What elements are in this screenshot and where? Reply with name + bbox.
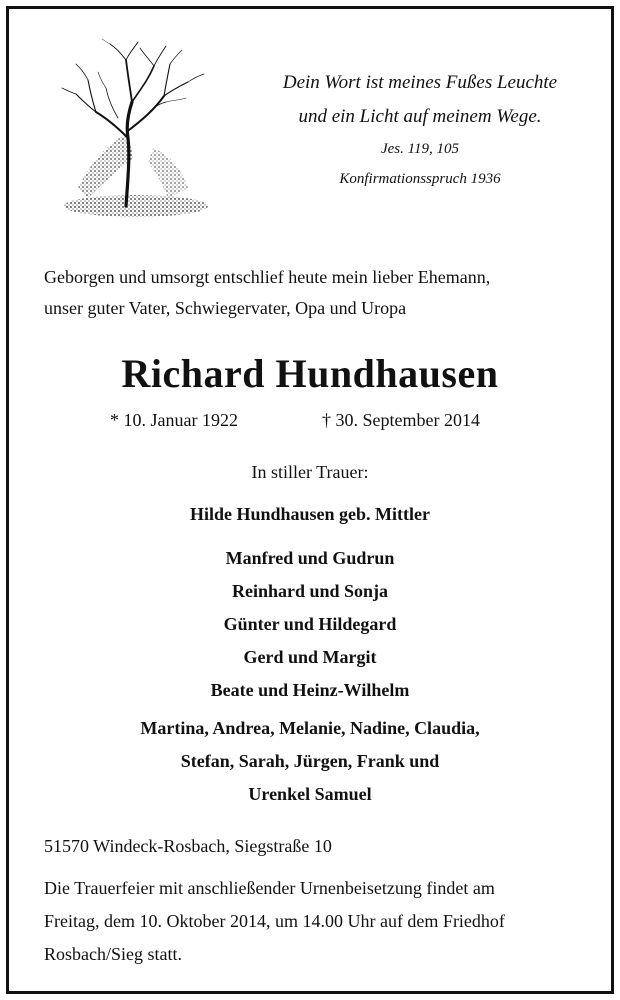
quote-note: Konfirmationsspruch 1936 bbox=[339, 171, 501, 187]
list-item: Manfred und Gudrun bbox=[225, 548, 395, 568]
list-item: Urenkel Samuel bbox=[248, 784, 372, 804]
tree-illustration-icon bbox=[58, 38, 208, 223]
quote-line-1: Dein Wort ist meines Fußes Leuchte bbox=[282, 72, 558, 93]
mourning-heading: In stiller Trauer: bbox=[251, 462, 369, 482]
intro-line-1: Geborgen und umsorgt entschlief heute mein lieber Ehemann, bbox=[44, 267, 491, 287]
list-item: Beate und Heinz-Wilhelm bbox=[210, 680, 410, 700]
mourner-children bbox=[0, 542, 620, 707]
list-item: Reinhard und Sonja bbox=[231, 581, 389, 601]
address: 51570 Windeck-Rosbach, Siegstraße 10 bbox=[44, 836, 332, 856]
list-item: Stefan, Sarah, Jürgen, Frank und bbox=[180, 751, 440, 771]
funeral-line-2: Freitag, dem 10. Oktober 2014, um 14.00 Uhr auf dem Friedhof bbox=[44, 911, 505, 931]
mourner-wife: Hilde Hundhausen geb. Mittler bbox=[189, 504, 431, 524]
quote-line-2: und ein Licht auf meinem Wege. bbox=[298, 106, 542, 127]
intro-text bbox=[44, 262, 584, 324]
bible-quote bbox=[260, 66, 580, 194]
list-item: Gerd und Margit bbox=[243, 647, 377, 667]
birth-date: * 10. Januar 1922 bbox=[110, 410, 238, 430]
mourner-grandchildren bbox=[0, 712, 620, 811]
list-item: Martina, Andrea, Melanie, Nadine, Claudia, bbox=[140, 718, 480, 738]
quote-reference: Jes. 119, 105 bbox=[380, 141, 460, 157]
death-date: † 30. September 2014 bbox=[322, 410, 480, 430]
funeral-notice bbox=[44, 872, 578, 971]
list-item: Günter und Hildegard bbox=[223, 614, 397, 634]
intro-line-2: unser guter Vater, Schwiegervater, Opa und Uropa bbox=[44, 298, 407, 318]
funeral-line-1: Die Trauerfeier mit anschließender Urnenbeisetzung findet am bbox=[44, 878, 495, 898]
deceased-name: Richard Hundhausen bbox=[121, 351, 499, 396]
funeral-line-3: Rosbach/Sieg statt. bbox=[44, 944, 182, 964]
